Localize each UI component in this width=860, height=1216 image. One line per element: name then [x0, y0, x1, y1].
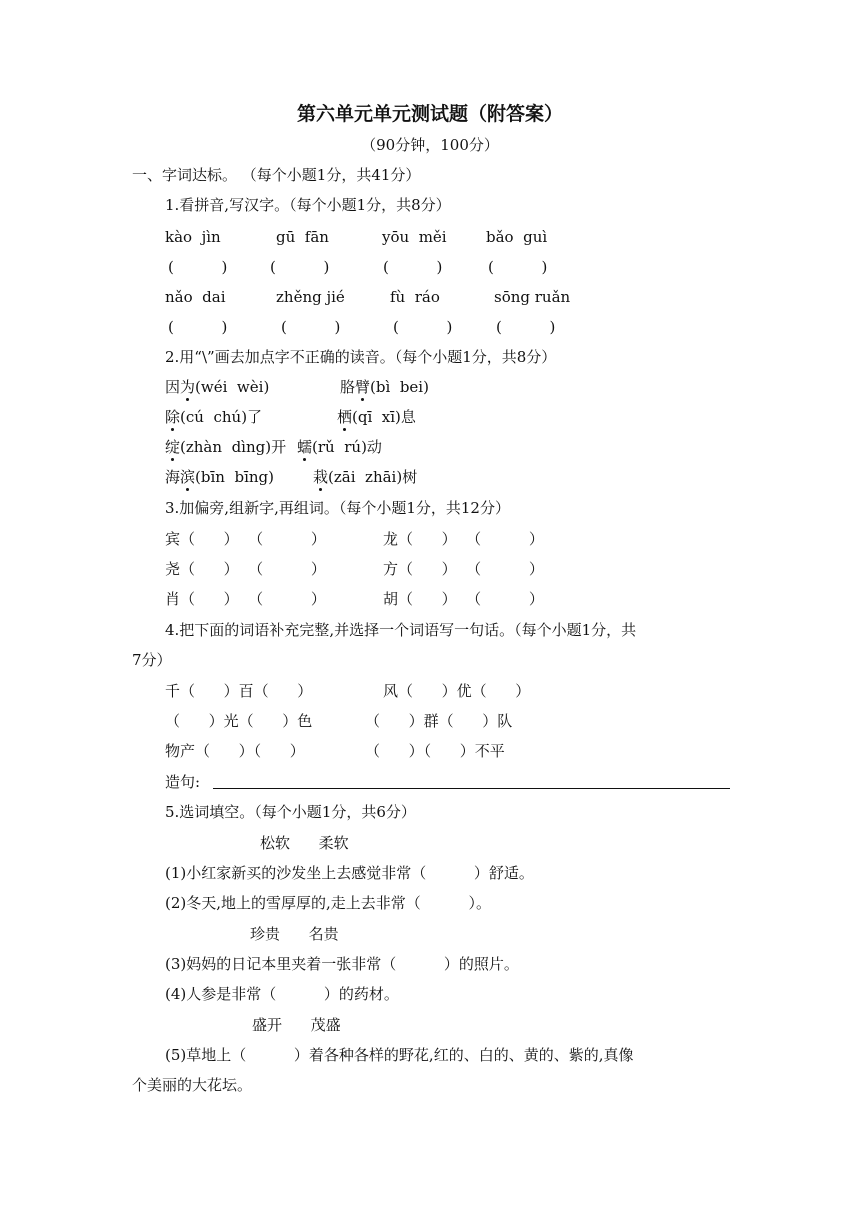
dotted-char: 臂 — [355, 378, 371, 396]
sentence-label: 造句: — [165, 773, 201, 791]
reading-item[interactable]: 蠕(rǔ rú)动 — [297, 438, 382, 456]
fill-sentence[interactable]: (1)小红家新买的沙发坐上去感觉非常（ ）舒适。 — [165, 864, 534, 882]
sentence-answer-line[interactable] — [213, 788, 730, 789]
idiom-item[interactable]: （ ）（ ）不平 — [365, 742, 505, 760]
radical-item[interactable]: 尧（ ） （ ） — [165, 560, 326, 578]
dotted-char: 除 — [165, 408, 181, 426]
reading-item[interactable]: 胳臂(bì bei) — [340, 378, 429, 396]
question-1-heading: 1.看拼音,写汉字。（每个小题1分，共8分） — [165, 196, 451, 214]
pinyin: nǎo dai — [165, 288, 226, 306]
question-3-heading: 3.加偏旁,组新字,再组词。（每个小题1分，共12分） — [165, 499, 510, 517]
idiom-item[interactable]: 风（ ）优（ ） — [383, 682, 531, 700]
reading-item[interactable]: 因为(wéi wèi) — [165, 378, 270, 396]
fill-sentence[interactable]: (5)草地上（ ）着各种各样的野花,红的、白的、黄的、紫的,真像 — [165, 1046, 634, 1064]
pinyin: gū fān — [276, 228, 329, 246]
fill-sentence-cont: 个美丽的大花坛。 — [132, 1076, 253, 1094]
reading-item[interactable]: 除(cú chú)了 — [165, 408, 263, 426]
word-options: 松软 柔软 — [260, 834, 349, 852]
page-subtitle: （90分钟，100分） — [361, 136, 499, 154]
dotted-char: 绽 — [165, 438, 181, 456]
dotted-char: 栽 — [313, 468, 329, 486]
idiom-item[interactable]: 千（ ）百（ ） — [165, 682, 313, 700]
pinyin: sōng ruǎn — [494, 288, 571, 306]
idiom-item[interactable]: 物产（ ）（ ） — [165, 742, 305, 760]
dotted-char: 栖 — [337, 408, 353, 426]
dotted-char: 蠕 — [297, 438, 313, 456]
section-heading: 一、字词达标。 （每个小题1分，共41分） — [132, 166, 421, 184]
pinyin: fù ráo — [390, 288, 440, 306]
reading-item[interactable]: 栖(qī xī)息 — [337, 408, 416, 426]
answer-blank[interactable]: ( ) — [270, 258, 330, 276]
dotted-char: 为 — [180, 378, 196, 396]
pinyin: bǎo guì — [486, 228, 548, 246]
fill-sentence[interactable]: (4)人参是非常（ ）的药材。 — [165, 985, 399, 1003]
radical-item[interactable]: 方（ ） （ ） — [383, 560, 544, 578]
word-options: 珍贵 名贵 — [250, 925, 339, 943]
answer-blank[interactable]: ( ) — [281, 318, 341, 336]
reading-item[interactable]: 海滨(bīn bīng) — [165, 468, 274, 486]
reading-item[interactable]: 栽(zāi zhāi)树 — [313, 468, 418, 486]
radical-item[interactable]: 肖（ ） （ ） — [165, 590, 326, 608]
answer-blank[interactable]: ( ) — [496, 318, 556, 336]
answer-blank[interactable]: ( ) — [488, 258, 548, 276]
question-4-heading-cont: 7分） — [132, 651, 172, 669]
dotted-char: 滨 — [180, 468, 196, 486]
question-5-heading: 5.选词填空。（每个小题1分，共6分） — [165, 803, 416, 821]
answer-blank[interactable]: ( ) — [393, 318, 453, 336]
fill-sentence[interactable]: (3)妈妈的日记本里夹着一张非常（ ）的照片。 — [165, 955, 519, 973]
idiom-item[interactable]: （ ）光（ ）色 — [165, 712, 313, 730]
answer-blank[interactable]: ( ) — [383, 258, 443, 276]
answer-blank[interactable]: ( ) — [168, 318, 228, 336]
question-2-heading: 2.用“\”画去加点字不正确的读音。（每个小题1分，共8分） — [165, 348, 557, 366]
pinyin: yōu měi — [382, 228, 447, 246]
pinyin: zhěng jié — [276, 288, 345, 306]
answer-blank[interactable]: ( ) — [168, 258, 228, 276]
page-title: 第六单元单元测试题（附答案） — [296, 103, 563, 125]
pinyin: kào jìn — [165, 228, 221, 246]
word-options: 盛开 茂盛 — [252, 1016, 341, 1034]
radical-item[interactable]: 胡（ ） （ ） — [383, 590, 544, 608]
question-4-heading: 4.把下面的词语补充完整,并选择一个词语写一句话。（每个小题1分，共 — [165, 621, 637, 639]
radical-item[interactable]: 龙（ ） （ ） — [383, 530, 544, 548]
idiom-item[interactable]: （ ）群（ ）队 — [365, 712, 513, 730]
reading-item[interactable]: 绽(zhàn dìng)开 — [165, 438, 287, 456]
radical-item[interactable]: 宾（ ） （ ） — [165, 530, 326, 548]
fill-sentence[interactable]: (2)冬天,地上的雪厚厚的,走上去非常（ ）。 — [165, 894, 491, 912]
